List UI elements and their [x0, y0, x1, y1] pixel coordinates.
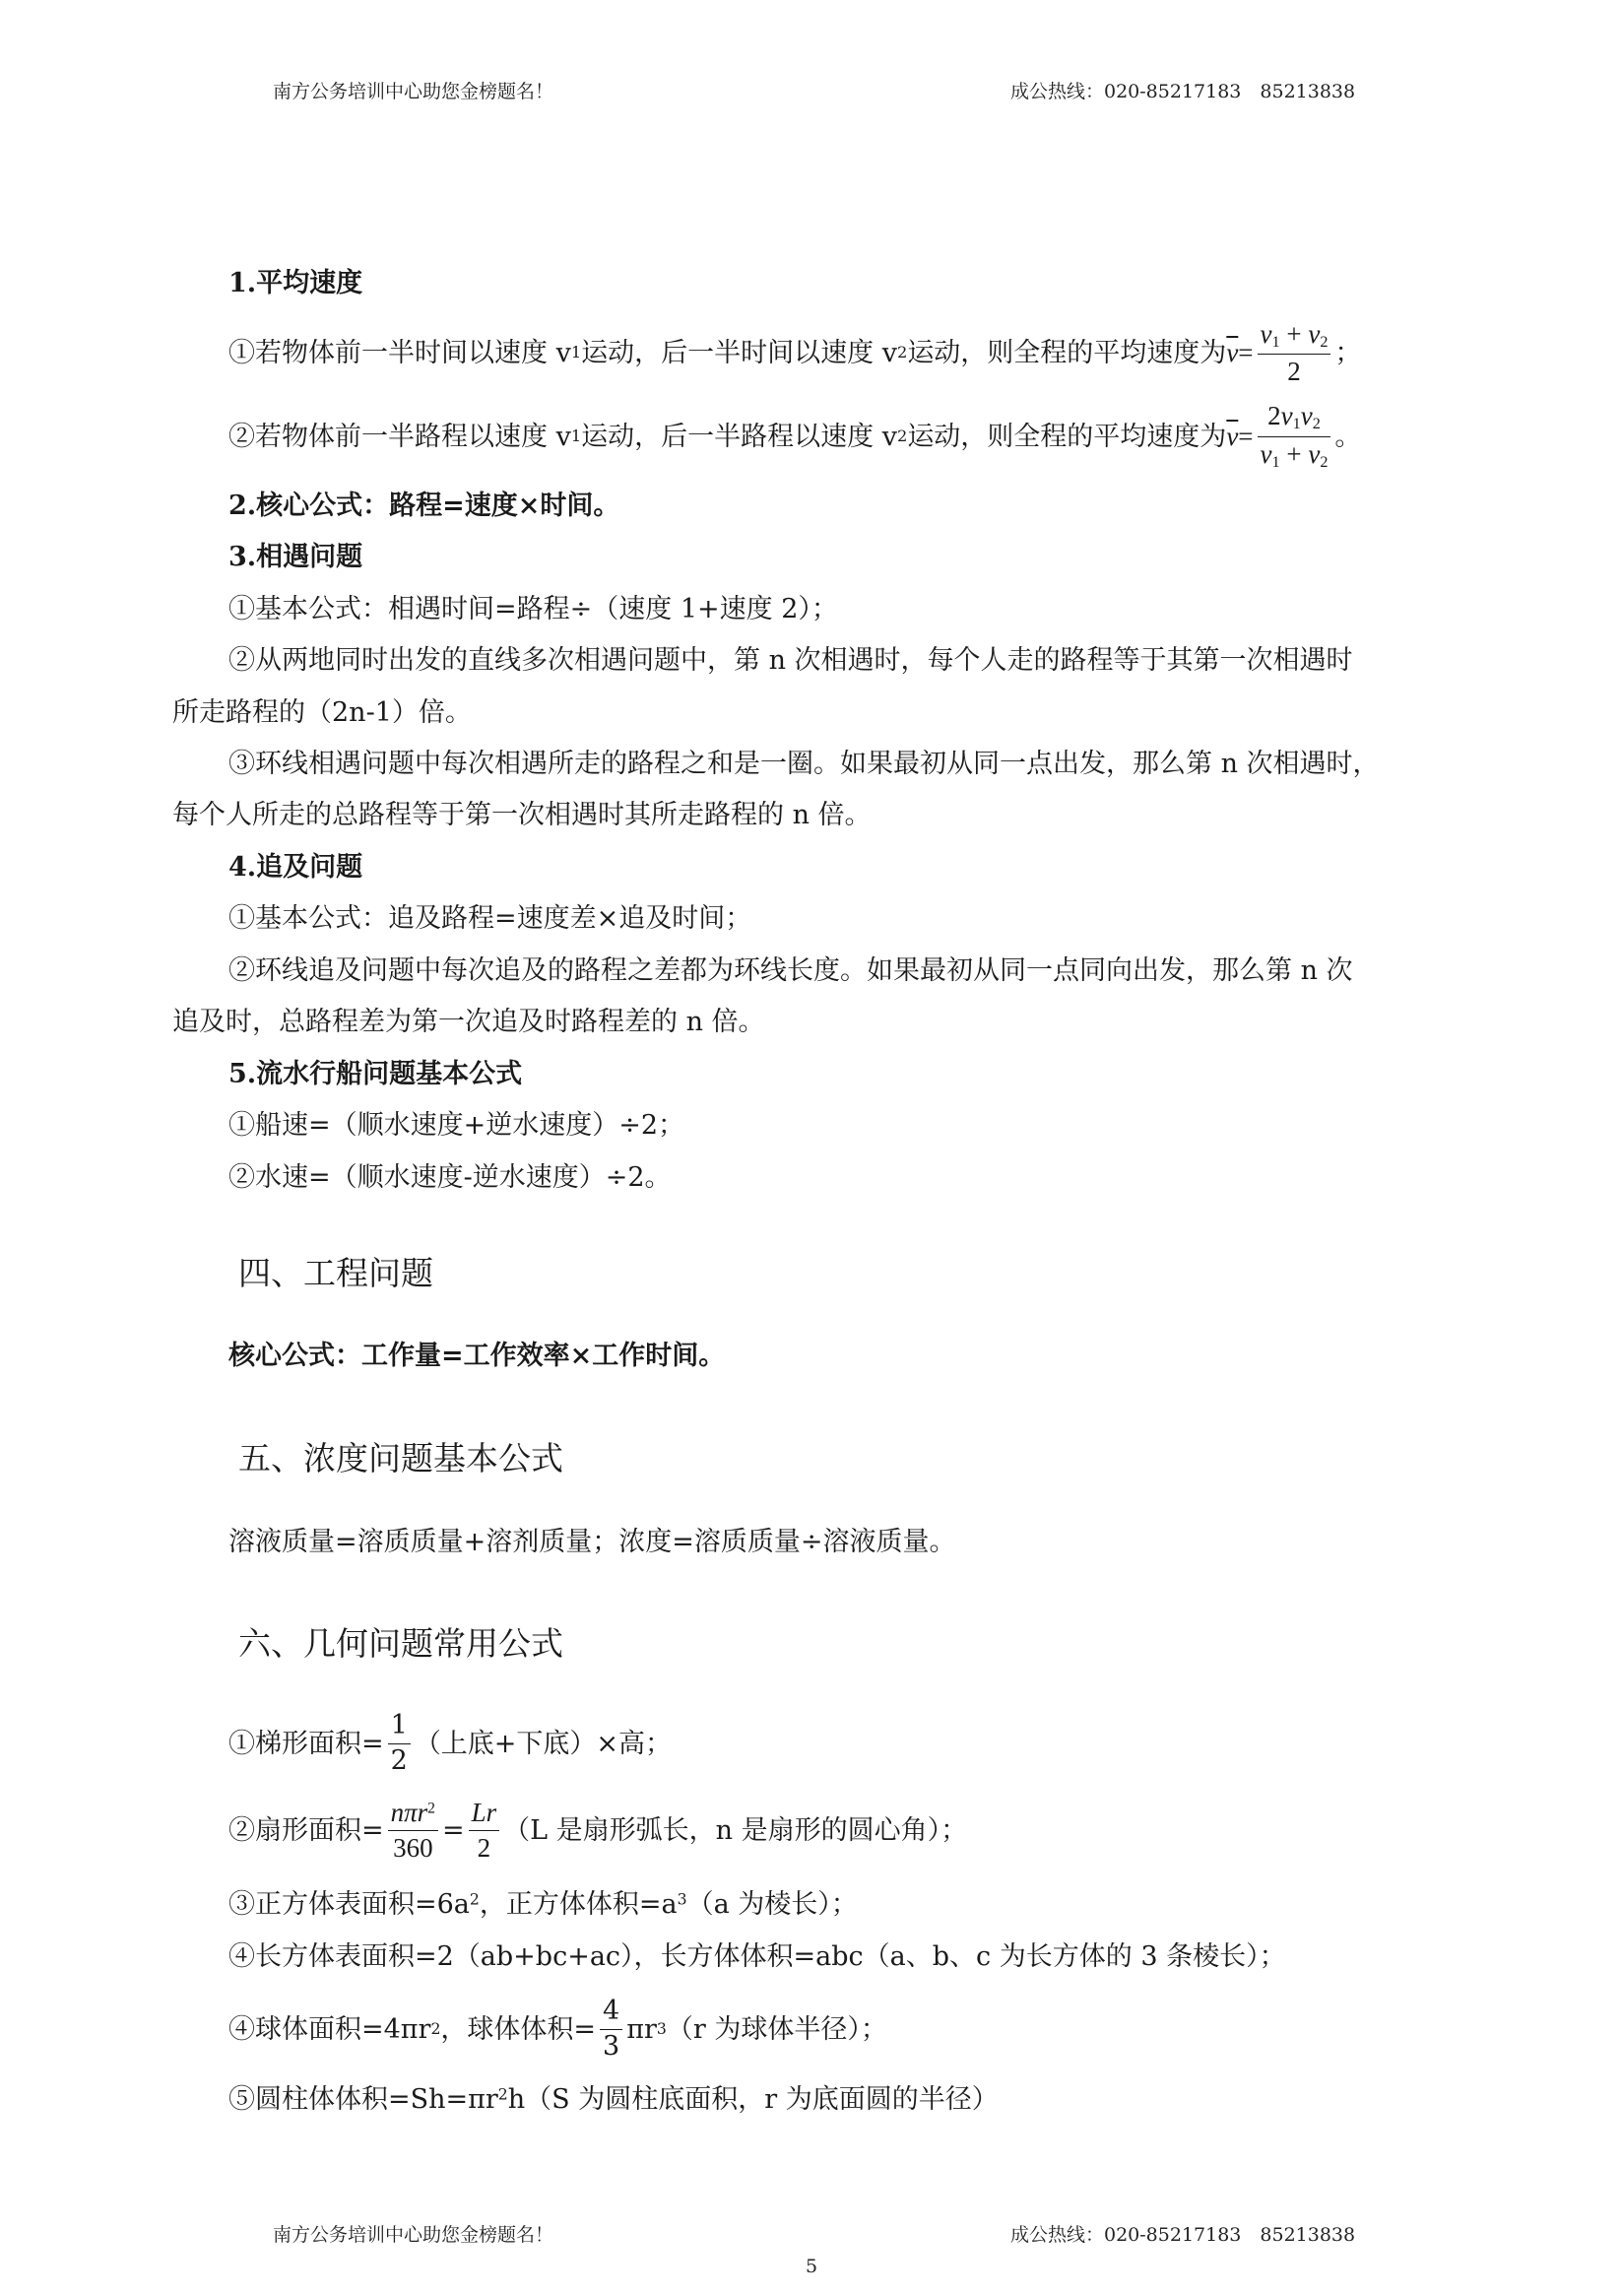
section-5-title: 5.流水行船问题基本公式 — [228, 1059, 523, 1089]
heading-engineering: 四、工程问题 — [238, 1254, 433, 1292]
item1-fraction — [1258, 320, 1331, 385]
g6-sup1: 2 — [497, 2084, 508, 2104]
section-2-title: 2.核心公式：路程=速度×时间。 — [228, 491, 620, 521]
chase-line-2a: ②环线追及问题中每次追及的路程之差都为环线长度。如果最初从同一点同向出发，那么第 n 次 — [228, 955, 1353, 986]
item2-den-v2: v — [1308, 438, 1321, 469]
page-number: 5 — [806, 2256, 818, 2277]
item1-num-plus: + — [1279, 318, 1309, 349]
engineering-formula: 核心公式：工作量=工作效率×工作时间。 — [228, 1341, 726, 1371]
item2-num-s1: 1 — [1292, 415, 1301, 433]
g5-text-b: ，球体体积= — [440, 2013, 597, 2045]
g2-text-a: ②扇形面积= — [228, 1814, 384, 1846]
item2-text-c: 运动，则全程的平均速度为 — [907, 421, 1227, 452]
item2-den-v1: v — [1260, 438, 1272, 469]
g3-text-a: ③正方体表面积=6a — [228, 1889, 470, 1920]
geometry-cuboid: ④长方体表面积=2（ab+bc+ac），长方体体积=abc（a、b、c 为长方体的 3 条棱长）； — [228, 1941, 1286, 1972]
g3-text-b: ，正方体体积=a — [479, 1889, 678, 1920]
g3-text-c: （a 为棱长）； — [686, 1889, 858, 1920]
item2-num-v2: v — [1300, 401, 1313, 431]
g6-text-a: ⑤圆柱体体积=Sh=πr — [228, 2084, 498, 2115]
item1-den: 2 — [1287, 356, 1301, 386]
item2-text-a: ②若物体前一半路程以速度 v — [228, 421, 571, 452]
item1-num-s1: 1 — [1271, 332, 1280, 351]
g5-fraction — [600, 1998, 622, 2061]
item1-end: ； — [1334, 337, 1362, 368]
header-right: 成公热线：020-85217183 85213838 — [1010, 81, 1356, 102]
heading-concentration: 五、浓度问题基本公式 — [238, 1439, 563, 1477]
g2-eq: = — [442, 1814, 465, 1846]
geometry-cube — [228, 1891, 858, 1918]
item1-eq: = — [1238, 337, 1254, 367]
item1-sub2: 2 — [897, 342, 908, 361]
g2-n1: nπr — [390, 1798, 428, 1828]
item1-num-v1: v — [1260, 318, 1272, 349]
item2-num-2: 2 — [1267, 401, 1281, 431]
geometry-cylinder — [228, 2086, 999, 2113]
avg-speed-item-1 — [228, 317, 1361, 388]
g1-num: 1 — [388, 1712, 411, 1743]
meeting-line-3a: ③环线相遇问题中每次相遇所走的路程之和是一圈。如果最初从同一点出发，那么第 n 次相遇时， — [228, 749, 1380, 779]
g3-sup2: 3 — [677, 1889, 687, 1909]
item1-text-b: 运动，后一半时间以速度 v — [581, 337, 897, 368]
chase-line-1: ①基本公式：追及路程=速度差×追及时间； — [228, 903, 752, 934]
g5-text-d: （r 为球体半径）； — [666, 2013, 887, 2045]
item2-den-s2: 2 — [1320, 452, 1329, 471]
g5-text-a: ④球体面积=4πr — [228, 2013, 431, 2045]
g2-text-b: （L 是扇形弧长，n 是扇形的圆心角）； — [503, 1814, 968, 1846]
g2-fraction-1 — [388, 1799, 438, 1862]
boat-line-1: ①船速=（顺水速度+逆水速度）÷2； — [228, 1110, 685, 1141]
item2-eq: = — [1238, 421, 1254, 451]
item2-num-s2: 2 — [1312, 415, 1321, 433]
g1-fraction — [388, 1712, 411, 1775]
meeting-line-3b: 每个人所走的总路程等于第一次相遇时其所走路程的 n 倍。 — [172, 800, 872, 830]
item1-text-c: 运动，则全程的平均速度为 — [907, 337, 1227, 368]
geometry-sector — [228, 1791, 967, 1870]
g1-text-a: ①梯形面积= — [228, 1728, 384, 1759]
item2-text-b: 运动，后一半路程以速度 v — [581, 421, 897, 452]
g2-n1-sup: 2 — [427, 1800, 435, 1817]
g5-sup2: 3 — [656, 2019, 667, 2039]
header-left: 南方公务培训中心助您金榜题名！ — [273, 81, 554, 102]
g2-n2: Lr — [469, 1799, 500, 1830]
section-3-title: 3.相遇问题 — [228, 542, 363, 572]
item2-fraction — [1258, 402, 1331, 470]
meeting-line-2a: ②从两地同时出发的直线多次相遇问题中，第 n 次相遇时，每个人走的路程等于其第一次相遇时 — [228, 645, 1353, 676]
item2-den-plus: + — [1279, 438, 1309, 469]
g5-num: 4 — [600, 1998, 622, 2029]
g5-den: 3 — [603, 2030, 620, 2062]
item1-vbar: $\overline{v}$ — [1226, 337, 1239, 367]
item2-sub1: 1 — [570, 426, 582, 445]
item1-num-v2: v — [1308, 318, 1321, 349]
item2-vbar: $\overline{v}$ — [1226, 421, 1239, 451]
g3-sup1: 2 — [469, 1889, 480, 1909]
chase-line-2b: 追及时，总路程差为第一次追及时路程差的 n 倍。 — [172, 1007, 765, 1037]
concentration-formula: 溶液质量=溶质质量+溶剂质量；浓度=溶质质量÷溶液质量。 — [228, 1527, 956, 1557]
geometry-sphere — [228, 1990, 887, 2068]
item1-num-s2: 2 — [1320, 332, 1329, 351]
g2-fraction-2 — [469, 1799, 500, 1862]
boat-line-2: ②水速=（顺水速度-逆水速度）÷2。 — [228, 1162, 672, 1193]
item1-sub1: 1 — [570, 342, 582, 361]
g2-d2: 2 — [477, 1832, 491, 1863]
geometry-trapezoid — [228, 1704, 672, 1783]
g1-den: 2 — [390, 1744, 408, 1776]
item2-sub2: 2 — [897, 426, 908, 445]
section-4-title: 4.追及问题 — [228, 852, 363, 883]
avg-speed-item-2 — [228, 399, 1361, 474]
meeting-line-1: ①基本公式：相遇时间=路程÷（速度 1+速度 2）； — [228, 594, 838, 624]
item2-den-s1: 1 — [1271, 452, 1280, 471]
heading-geometry: 六、几何问题常用公式 — [238, 1624, 563, 1663]
g2-d1: 360 — [393, 1832, 433, 1863]
g5-sup1: 2 — [430, 2019, 441, 2039]
section-1-title: 1.平均速度 — [228, 268, 363, 298]
footer-left: 南方公务培训中心助您金榜题名！ — [273, 2224, 554, 2246]
g6-text-b: h（S 为圆柱底面积，r 为底面圆的半径） — [507, 2084, 999, 2115]
item2-end: 。 — [1334, 421, 1362, 452]
item1-text-a: ①若物体前一半时间以速度 v — [228, 337, 571, 368]
g5-text-c: πr — [626, 2013, 657, 2045]
footer-right: 成公热线：020-85217183 85213838 — [1010, 2224, 1356, 2246]
meeting-line-2b: 所走路程的（2n-1）倍。 — [172, 697, 472, 728]
item2-num-v1: v — [1280, 401, 1293, 431]
g1-text-b: （上底+下底）×高； — [414, 1728, 673, 1759]
